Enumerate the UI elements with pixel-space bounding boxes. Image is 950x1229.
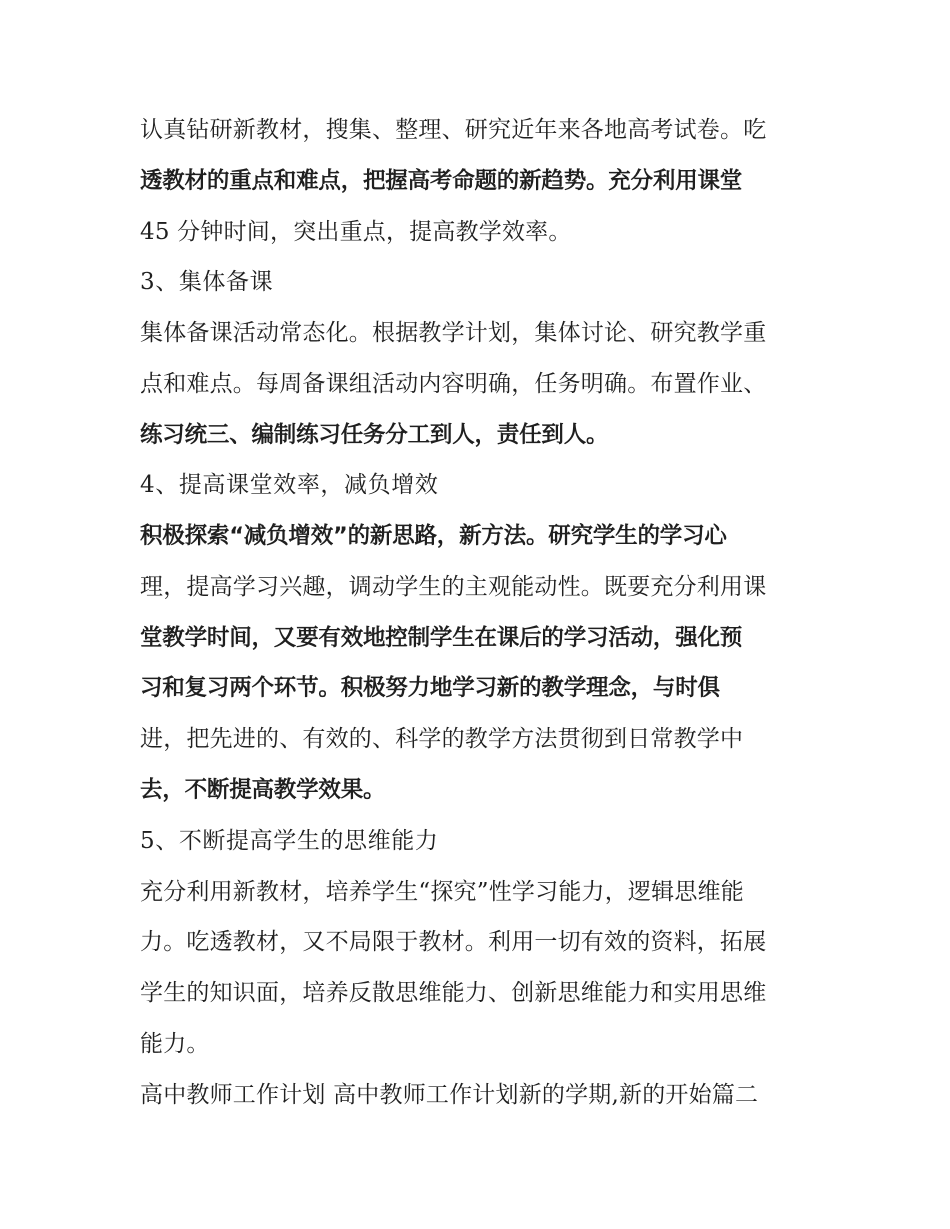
paragraph-line: 点和难点。每周备课组活动内容明确，任务明确。布置作业、 bbox=[140, 371, 767, 397]
paragraph-line: 习和复习两个环节。积极努力地学习新的教学理念，与时俱 bbox=[140, 675, 720, 701]
paragraph-line: 45 分钟时间，突出重点，提高教学效率。 bbox=[140, 219, 572, 245]
section-heading: 4、提高课堂效率，减负增效 bbox=[140, 472, 439, 498]
paragraph-line: 充分利用新教材，培养学生“探究”性学习能力，逻辑思维能 bbox=[140, 879, 744, 905]
paragraph-line: 能力。 bbox=[140, 1031, 210, 1057]
paragraph-line: 透教材的重点和难点，把握高考命题的新趋势。充分利用课堂 bbox=[140, 168, 743, 194]
paragraph-line: 积极探索“减负增效”的新思路，新方法。研究学生的学习心 bbox=[140, 523, 727, 549]
paragraph-line: 堂教学时间，又要有效地控制学生在课后的学习活动，强化预 bbox=[140, 625, 743, 651]
paragraph-line: 高中教师工作计划 高中教师工作计划新的学期,新的开始篇二 bbox=[140, 1082, 759, 1108]
paragraph-line: 力。吃透教材，又不局限于教材。利用一切有效的资料，拓展 bbox=[140, 929, 767, 955]
paragraph-line: 理，提高学习兴趣，调动学生的主观能动性。既要充分利用课 bbox=[140, 574, 767, 600]
paragraph-line: 练习统三、编制练习任务分工到人，责任到人。 bbox=[140, 422, 609, 448]
paragraph-line: 认真钻研新教材，搜集、整理、研究近年来各地高考试卷。吃 bbox=[140, 117, 767, 143]
paragraph-line: 去，不断提高教学效果。 bbox=[140, 777, 386, 803]
paragraph-line: 进，把先进的、有效的、科学的教学方法贯彻到日常教学中 bbox=[140, 726, 744, 752]
paragraph-line: 集体备课活动常态化。根据教学计划，集体讨论、研究教学重 bbox=[140, 320, 767, 346]
section-heading: 5、不断提高学生的思维能力 bbox=[140, 828, 439, 854]
paragraph-line: 学生的知识面，培养反散思维能力、创新思维能力和实用思维 bbox=[140, 980, 767, 1006]
section-heading: 3、集体备课 bbox=[140, 269, 274, 295]
